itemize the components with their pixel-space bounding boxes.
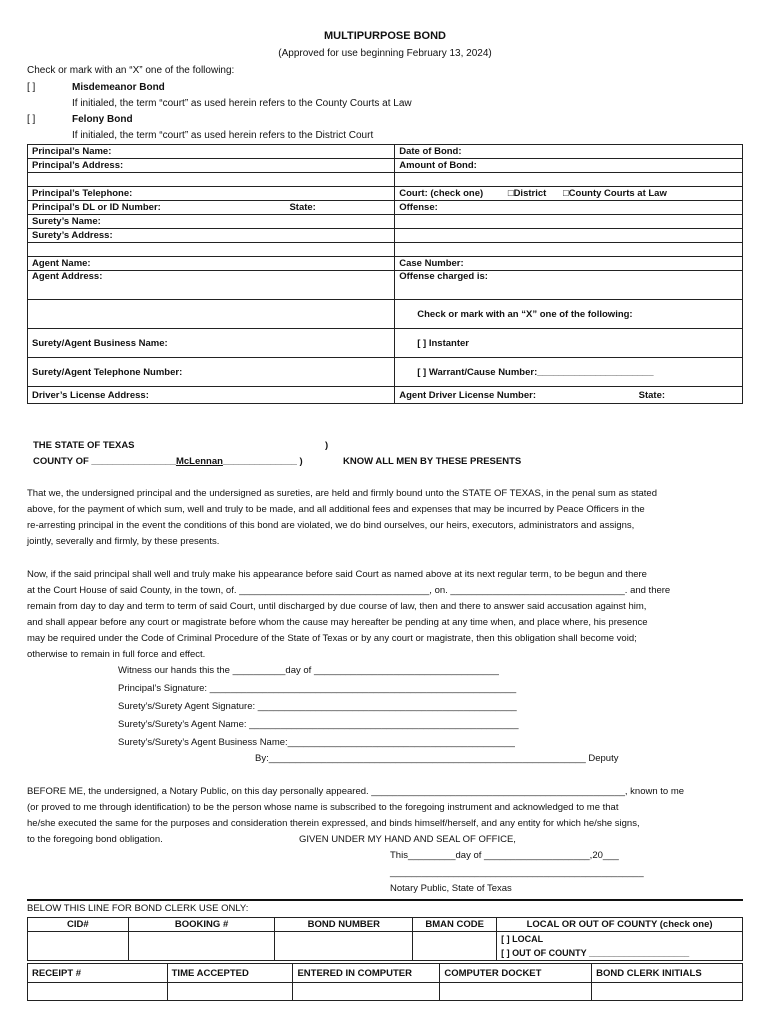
- time-accepted-cell[interactable]: [167, 983, 293, 1001]
- instanter-checkbox[interactable]: [ ] Instanter: [395, 329, 743, 358]
- principal-state-label: State:: [289, 202, 316, 213]
- surety-address-field[interactable]: Surety’s Address:: [28, 229, 395, 243]
- check-instruction-2: Check or mark with an “X” one of the following:: [395, 300, 743, 329]
- state-paren: ): [325, 440, 329, 451]
- paragraph-line: That we, the undersigned principal and the undersigned as sureties, are held and firmly bound unto the STATE OF TEXAS, in the penal sum as stated: [27, 488, 658, 499]
- local-checkbox[interactable]: [ ] LOCAL: [501, 934, 544, 944]
- bman-code-cell[interactable]: [413, 932, 497, 961]
- agent-address-field-2[interactable]: [28, 300, 395, 329]
- notary-line: (or proved to me through identification) to be the person whose name is subscribed to the foregoing instrument and acknowledged to me that: [27, 802, 619, 813]
- paragraph-line: remain from day to day and term to term of said Court, until discharged by due course of law, then and there to answer said accusation against him,: [27, 601, 647, 612]
- cid-cell[interactable]: [28, 932, 129, 961]
- misdemeanor-note: If initialed, the term “court” as used herein refers to the County Courts at Law: [72, 98, 412, 109]
- offense-field[interactable]: Offense:: [395, 201, 743, 215]
- right-blank-2[interactable]: [395, 243, 743, 257]
- principal-signature-line[interactable]: Principal’s Signature: __________________________________________________________: [118, 683, 517, 694]
- local-out-header: LOCAL OR OUT OF COUNTY (check one): [497, 918, 743, 932]
- clerk-table-2: [27, 963, 743, 1001]
- notary-date-line[interactable]: This_________day of ____________________,20___: [390, 850, 619, 861]
- surety-name-field[interactable]: Surety’s Name:: [28, 215, 395, 229]
- felony-label: Felony Bond: [72, 114, 133, 125]
- bond-number-cell[interactable]: [275, 932, 413, 961]
- computer-docket-header: COMPUTER DOCKET: [440, 964, 592, 983]
- court-check-label: Court: (check one): [399, 188, 484, 199]
- bond-number-header: BOND NUMBER: [275, 918, 413, 932]
- clerk-table-1: [27, 917, 743, 961]
- date-of-bond-field[interactable]: Date of Bond:: [395, 145, 743, 159]
- misdemeanor-label: Misdemeanor Bond: [72, 82, 165, 93]
- surety-signature-line[interactable]: Surety’s/Surety Agent Signature: _________________________________________________: [118, 701, 517, 712]
- local-out-cell: [497, 932, 743, 961]
- paragraph-line: Now, if the said principal shall well and truly make his appearance before said Court as named above at its next regular term, to be begun and there: [27, 569, 647, 580]
- paragraph-line: jointly, severally and firmly, by these presents.: [27, 536, 220, 547]
- booking-cell[interactable]: [128, 932, 275, 961]
- check-instruction: Check or mark with an “X” one of the following:: [27, 65, 235, 76]
- paragraph-line: re-arresting principal in the event the conditions of this bond are violated, we do bind ourselves, our heirs, executors, administrators and assigns,: [27, 520, 635, 531]
- know-all-men: KNOW ALL MEN BY THESE PRESENTS: [343, 456, 522, 467]
- form-subtitle: (Approved for use beginning February 13, 2024): [278, 48, 492, 59]
- surety-agent-business-field[interactable]: Surety/Agent Business Name:: [28, 329, 395, 358]
- misdemeanor-checkbox[interactable]: [ ]: [27, 82, 36, 93]
- state-of-texas: THE STATE OF TEXAS: [33, 440, 135, 451]
- clerk-divider: [27, 899, 743, 901]
- principal-telephone-field[interactable]: Principal’s Telephone:: [28, 187, 395, 201]
- county-courts-checkbox[interactable]: □County Courts at Law: [562, 188, 667, 199]
- principal-address-field-2[interactable]: [28, 173, 395, 187]
- notary-public-label: Notary Public, State of Texas: [390, 883, 512, 894]
- agent-address-field[interactable]: Agent Address:: [28, 271, 395, 300]
- felony-note: If initialed, the term “court” as used herein refers to the District Court: [72, 130, 374, 141]
- felony-checkbox[interactable]: [ ]: [27, 114, 36, 125]
- receipt-header: RECEIPT #: [28, 964, 168, 983]
- clerk-initials-header: BOND CLERK INITIALS: [592, 964, 743, 983]
- bond-paragraph-2: [27, 567, 743, 663]
- offense-charged-field[interactable]: Offense charged is:: [395, 271, 743, 300]
- paragraph-line: at the Court House of said County, in the town, of. ____________________________________, on. _________________________________. and there: [27, 585, 671, 596]
- paragraph-line: otherwise to remain in full force and effect.: [27, 649, 206, 660]
- notary-last-line: to the foregoing bond obligation.: [27, 834, 163, 845]
- surety-agent-phone-field[interactable]: Surety/Agent Telephone Number:: [28, 358, 395, 387]
- principal-address-field[interactable]: Principal’s Address:: [28, 159, 395, 173]
- entered-computer-header: ENTERED IN COMPUTER: [293, 964, 440, 983]
- drivers-license-address-field[interactable]: Driver’s License Address:: [28, 387, 395, 404]
- computer-docket-cell[interactable]: [440, 983, 592, 1001]
- notary-signature-line[interactable]: ________________________________________________: [390, 867, 644, 878]
- principal-name-field[interactable]: Principal’s Name:: [28, 145, 395, 159]
- paragraph-line: and shall appear before any court or magistrate before whom the cause may hereafter be pending at any time when, and place where, his presence: [27, 617, 648, 628]
- surety-business-name-line[interactable]: Surety’s/Surety’s Agent Business Name:___________________________________________: [118, 737, 515, 748]
- principal-dl-label: Principal’s DL or ID Number:: [32, 202, 161, 213]
- notary-line: BEFORE ME, the undersigned, a Notary Public, on this day personally appeared. ________________________________________________, known to me: [27, 786, 685, 797]
- agent-dl-field[interactable]: [395, 387, 743, 404]
- county-prefix: COUNTY OF ________________: [33, 456, 176, 467]
- bond-info-table: [27, 144, 743, 404]
- booking-header: BOOKING #: [128, 918, 275, 932]
- form-title: MULTIPURPOSE BOND: [323, 30, 447, 42]
- entered-computer-cell[interactable]: [293, 983, 440, 1001]
- court-check-field[interactable]: [395, 187, 743, 201]
- deputy-line[interactable]: By:____________________________________________________________ Deputy: [255, 753, 619, 764]
- time-accepted-header: TIME ACCEPTED: [167, 964, 293, 983]
- county-name[interactable]: McLennan: [175, 456, 223, 467]
- agent-name-field[interactable]: Agent Name:: [28, 257, 395, 271]
- bond-paragraph-1: [27, 486, 743, 550]
- notary-line: he/she executed the same for the purposes and consideration therein expressed, and binds himself/herself, and any entity for which he/she signs,: [27, 818, 640, 829]
- case-number-field[interactable]: Case Number:: [395, 257, 743, 271]
- county-line: [33, 456, 303, 467]
- out-of-county-checkbox[interactable]: [ ] OUT OF COUNTY ____________________: [501, 948, 690, 958]
- clerk-initials-cell[interactable]: [592, 983, 743, 1001]
- surety-agent-name-line[interactable]: Surety’s/Surety’s Agent Name: ___________________________________________________: [118, 719, 519, 730]
- agent-state-label: State:: [638, 389, 666, 401]
- cid-header: CID#: [28, 918, 129, 932]
- receipt-cell[interactable]: [28, 983, 168, 1001]
- district-checkbox[interactable]: □District: [507, 188, 547, 199]
- agent-dl-label: Agent Driver License Number:: [399, 389, 536, 401]
- offense-blank[interactable]: [395, 215, 743, 229]
- notary-paragraph: [27, 784, 743, 832]
- paragraph-line: above, for the payment of which sum, well and truly to be made, and all additional fees and expenses that may be incurred by Peace Officers in the: [27, 504, 645, 515]
- county-suffix: ______________ ): [222, 456, 303, 467]
- right-blank-1[interactable]: [395, 229, 743, 243]
- principal-dl-field[interactable]: [28, 201, 395, 215]
- clerk-heading: BELOW THIS LINE FOR BOND CLERK USE ONLY:: [27, 903, 249, 914]
- surety-address-field-2[interactable]: [28, 243, 395, 257]
- warrant-checkbox[interactable]: [ ] Warrant/Cause Number:______________________: [395, 358, 743, 387]
- paragraph-line: may be required under the Code of Criminal Procedure of the State of Texas or by any court or magistrate, then this obligation shall become void;: [27, 633, 637, 644]
- bman-code-header: BMAN CODE: [413, 918, 497, 932]
- witness-line[interactable]: Witness our hands this the __________day of ___________________________________: [118, 665, 499, 676]
- given-under-hand: GIVEN UNDER MY HAND AND SEAL OF OFFICE,: [299, 834, 516, 845]
- amount-of-bond-field[interactable]: Amount of Bond:: [395, 159, 743, 173]
- amount-blank[interactable]: [395, 173, 743, 187]
